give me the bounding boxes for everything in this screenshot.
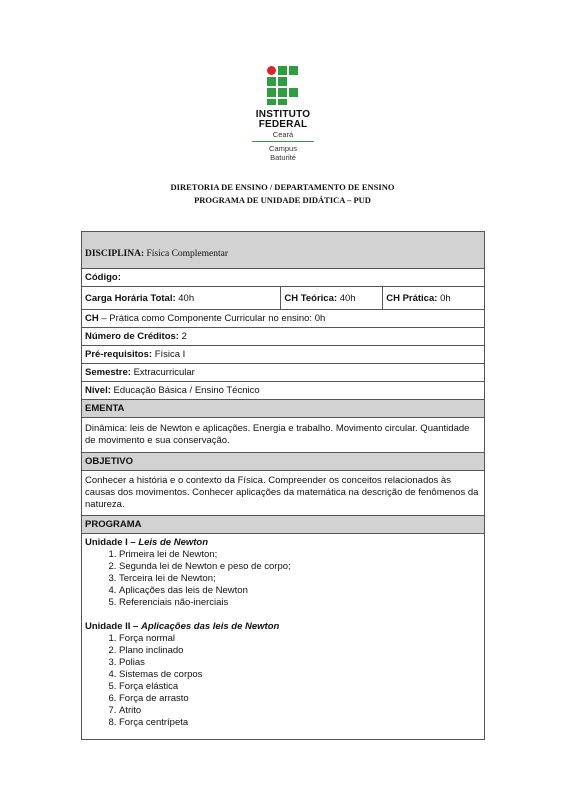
ementa-heading: EMENTA (82, 400, 485, 418)
programa-heading: PROGRAMA (82, 516, 485, 534)
list-item: 5. Força elástica (119, 681, 481, 693)
list-item: 3. Polias (119, 657, 481, 669)
unit1-name: Leis de Newton (138, 537, 209, 548)
ch-pratica-label: CH Prática: (386, 292, 438, 304)
codigo-label: Código: (85, 272, 121, 283)
logo-campus-name: Baturité (270, 153, 296, 162)
disciplina-label: DISCIPLINA: (85, 249, 145, 259)
carga-row (82, 287, 485, 310)
creditos-label: Número de Créditos: (85, 331, 179, 342)
ch-teorica-label: CH Teórica: (284, 292, 338, 304)
list-item: 8. Força centrípeta (119, 717, 481, 729)
prereq-value: Física I (154, 349, 186, 360)
ch-pratica-value: 0h (440, 292, 451, 304)
ementa-body-row (82, 418, 485, 453)
list-item: 1. Primeira lei de Newton; (119, 549, 481, 561)
ch-value: – Prática como Componente Curricular no ensino: 0h (101, 313, 326, 324)
objetivo-heading-row (82, 453, 485, 471)
unit1-prefix: Unidade I – (85, 537, 136, 548)
semestre-row (82, 364, 485, 382)
prereq-label: Pré-requisitos: (85, 349, 153, 360)
institution-logo (248, 66, 318, 162)
logo-campus-label: Campus (269, 144, 297, 153)
unit2-list (85, 633, 481, 729)
creditos-value: 2 (181, 331, 187, 342)
objetivo-body-row (82, 471, 485, 516)
list-item: 7. Atrito (119, 705, 481, 717)
header-program: PROGRAMA DE UNIDADE DIDÁTICA – PUD (194, 195, 371, 205)
ch-label: CH (85, 313, 99, 324)
unit2-name: Aplicações das leis de Newton (140, 621, 280, 632)
logo-line1: INSTITUTO (255, 109, 311, 120)
disciplina-value: Física Complementar (146, 249, 229, 259)
ementa-heading-row (82, 400, 485, 418)
logo-grid-icon (267, 66, 299, 106)
pud-form-table (81, 231, 485, 740)
logo-divider (252, 141, 314, 142)
list-item: 6. Força de arrasto (119, 693, 481, 705)
ementa-text: Dinâmica: leis de Newton e aplicações. Energia e trabalho. Movimento circular. Quantidade de movimento e sua conservação. (85, 423, 470, 446)
list-item: 4. Sistemas de corpos (119, 669, 481, 681)
prereq-row (82, 346, 485, 364)
creditos-row (82, 328, 485, 346)
ch-teorica-value: 40h (339, 292, 356, 304)
codigo-row (82, 269, 485, 287)
list-item: 5. Referenciais não-inerciais (119, 597, 481, 609)
objetivo-text: Conhecer a história e o contexto da Física. Compreender os conceitos relacionados às causas dos movimentos. Conhecer aplicações da matemática na descrição de fenômenos da natureza. (85, 475, 479, 510)
carga-value: 40h (178, 292, 195, 304)
semestre-label: Semestre: (85, 367, 131, 378)
programa-body-row (82, 534, 485, 740)
unit2-title (85, 621, 481, 633)
list-item: 4. Aplicações das leis de Newton (119, 585, 481, 597)
nivel-value: Educação Básica / Ensino Técnico (113, 385, 260, 396)
objetivo-heading: OBJETIVO (82, 453, 485, 471)
unit1-title (85, 537, 481, 549)
carga-label: Carga Horária Total: (85, 292, 176, 304)
list-item: 1. Força normal (119, 633, 481, 645)
logo-line2: FEDERAL (258, 119, 308, 130)
nivel-row (82, 382, 485, 400)
list-item: 3. Terceira lei de Newton; (119, 573, 481, 585)
header-directorate: DIRETORIA DE ENSINO / DEPARTAMENTO DE ENSINO (170, 182, 395, 192)
unit2-prefix: Unidade II – (85, 621, 139, 632)
ch-row (82, 310, 485, 328)
unit1-list (85, 549, 481, 609)
programa-heading-row (82, 516, 485, 534)
semestre-value: Extracurricular (133, 367, 195, 378)
disciplina-row (82, 232, 485, 269)
logo-state: Ceará (272, 130, 294, 139)
nivel-label: Nível: (85, 385, 111, 396)
list-item: 2. Plano inclinado (119, 645, 481, 657)
list-item: 2. Segunda lei de Newton e peso de corpo; (119, 561, 481, 573)
